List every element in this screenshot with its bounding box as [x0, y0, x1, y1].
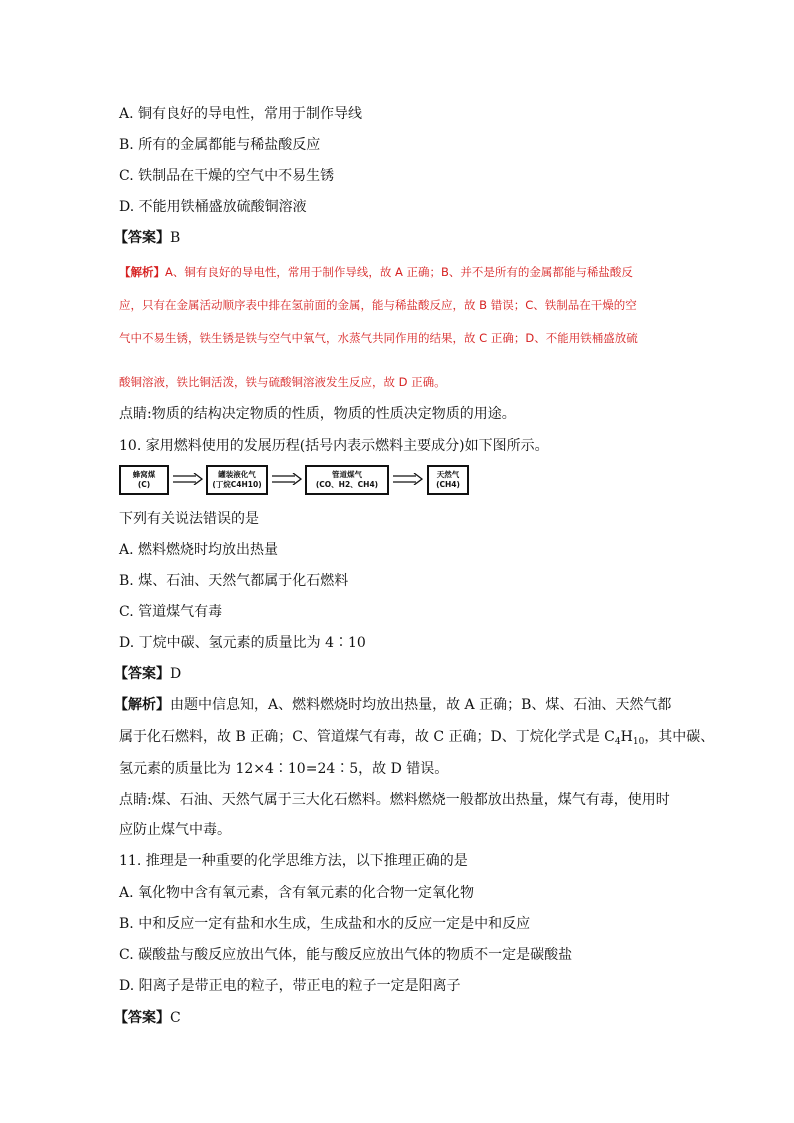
q9-option-d: D. 不能用铁桶盛放硫酸铜溶液 [119, 199, 307, 215]
q9-analysis-line-1 [119, 263, 633, 281]
flow-box-lpg [206, 465, 268, 495]
analysis-label: 【解析】 [114, 697, 170, 713]
q9-option-b: B. 所有的金属都能与稀盐酸反应 [119, 137, 321, 153]
flow-box-pipeline-gas [305, 465, 389, 495]
q10-stem: 10. 家用燃料使用的发展历程(括号内表示燃料主要成分)如下图所示。 [119, 438, 549, 454]
q10-note-line-2: 应防止煤气中毒。 [119, 822, 231, 838]
fuel-flow-diagram [119, 465, 479, 499]
flow-box-formula: (C) [137, 480, 151, 489]
q10-analysis-line-3: 氢元素的质量比为 12×4∶10=24∶5，故 D 错误。 [119, 761, 449, 777]
flow-box-name: 蜂窝煤 [132, 470, 156, 479]
q10-answer [114, 665, 181, 683]
analysis-text: 属于化石燃料，故 B 正确；C、管道煤气有毒，故 C 正确；D、丁烷化学式是 C [119, 729, 615, 745]
double-arrow-icon [393, 473, 423, 485]
flow-box-name: 罐装液化气 [218, 470, 256, 479]
q9-analysis-line-3: 气中不易生锈，铁生锈是铁与空气中氧气，水蒸气共同作用的结果，故 C 正确；D、不能用铁桶盛放硫 [119, 331, 638, 345]
double-arrow-icon [272, 473, 302, 485]
q11-answer [114, 1009, 181, 1027]
analysis-text: ，其中碳、 [644, 729, 715, 745]
answer-value: B [170, 230, 181, 246]
flow-box-formula: (CO、H2、CH4) [315, 480, 379, 489]
q9-note: 点睛:物质的结构决定物质的性质，物质的性质决定物质的用途。 [119, 406, 516, 422]
analysis-label: 【解析】 [119, 265, 165, 279]
q9-analysis-line-4: 酸铜溶液，铁比铜活泼，铁与硫酸铜溶液发生反应，故 D 正确。 [119, 375, 446, 389]
q9-option-c: C. 铁制品在干燥的空气中不易生锈 [119, 168, 335, 184]
flow-box-formula: (丁烷C4H10) [212, 480, 262, 489]
flow-box-natural-gas [427, 465, 469, 495]
q11-option-d: D. 阳离子是带正电的粒子，带正电的粒子一定是阳离子 [119, 978, 461, 994]
q11-option-a: A. 氧化物中含有氧元素，含有氧元素的化合物一定氧化物 [119, 885, 475, 901]
flow-box-formula: (CH4) [436, 480, 460, 489]
analysis-text: A、铜有良好的导电性，常用于制作导线，故 A 正确；B、并不是所有的金属都能与稀盐酸反 [165, 265, 633, 279]
answer-label: 【答案】 [114, 230, 170, 246]
q10-note-line-1: 点睛:煤、石油、天然气属于三大化石燃料。燃料燃烧一般都放出热量，煤气有毒，使用时 [119, 792, 670, 808]
q9-analysis-line-2: 应，只有在金属活动顺序表中排在氢前面的金属，能与稀盐酸反应，故 B 错误；C、铁制品在干燥的空 [119, 298, 637, 312]
q10-question: 下列有关说法错误的是 [119, 511, 259, 527]
q10-analysis-line-2 [119, 728, 714, 746]
q11-option-b: B. 中和反应一定有盐和水生成，生成盐和水的反应一定是中和反应 [119, 916, 531, 932]
answer-label: 【答案】 [114, 1010, 170, 1026]
flow-box-name: 管道煤气 [332, 470, 362, 479]
q10-option-b: B. 煤、石油、天然气都属于化石燃料 [119, 573, 349, 589]
q11-stem: 11. 推理是一种重要的化学思维方法，以下推理正确的是 [119, 853, 468, 869]
q11-option-c: C. 碳酸盐与酸反应放出气体，能与酸反应放出气体的物质不一定是碳酸盐 [119, 947, 573, 963]
q10-option-a: A. 燃料燃烧时均放出热量 [119, 542, 279, 558]
double-arrow-icon [173, 473, 203, 485]
subscript: 4 [614, 737, 621, 747]
answer-value: C [170, 1010, 181, 1026]
q10-analysis-line-1 [114, 696, 671, 714]
q9-answer [114, 229, 180, 247]
analysis-text: H [620, 729, 633, 745]
q10-option-d: D. 丁烷中碳、氢元素的质量比为 4∶10 [119, 635, 366, 651]
analysis-text: 由题中信息知，A、燃料燃烧时均放出热量，故 A 正确；B、煤、石油、天然气都 [170, 697, 672, 713]
answer-value: D [170, 666, 182, 682]
answer-label: 【答案】 [114, 666, 170, 682]
q10-option-c: C. 管道煤气有毒 [119, 604, 223, 620]
subscript: 10 [632, 737, 645, 747]
flow-box-name: 天然气 [436, 470, 460, 479]
q9-option-a: A. 铜有良好的导电性，常用于制作导线 [119, 106, 363, 122]
flow-box-honeycomb-coal [119, 465, 169, 495]
